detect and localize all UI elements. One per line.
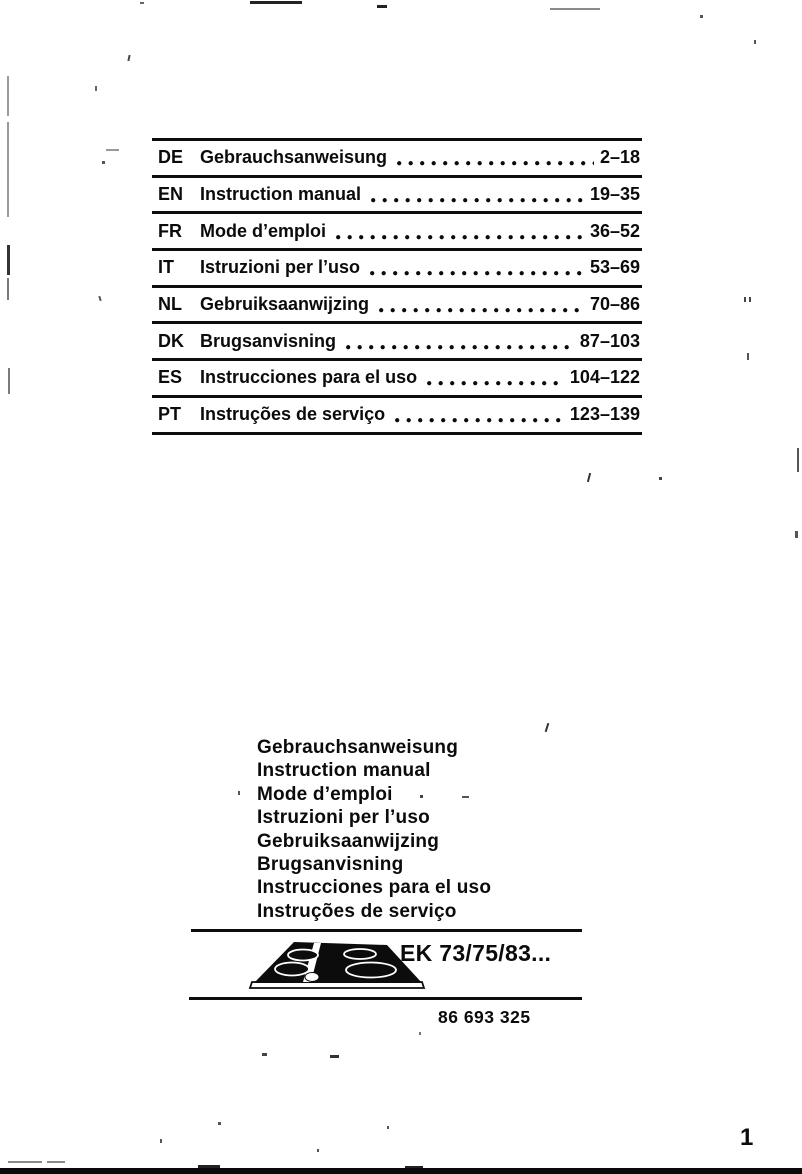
toc-title: Brugsanvisning xyxy=(200,330,337,351)
dot-leader xyxy=(336,235,584,240)
toc-page-range: 53–69 xyxy=(589,257,640,278)
toc-row xyxy=(152,248,642,285)
dot-leader xyxy=(397,161,594,166)
dot-leader xyxy=(371,198,584,203)
title-line: Gebrauchsanweisung xyxy=(257,737,459,758)
toc-title: Istruzioni per l’uso xyxy=(200,257,361,278)
divider-line-top xyxy=(191,929,582,932)
dot-leader xyxy=(346,345,574,350)
toc-language-code: NL xyxy=(158,294,182,315)
scan-artifact xyxy=(8,368,10,394)
scan-page-edge xyxy=(0,1168,802,1174)
toc-language-code: ES xyxy=(158,367,183,388)
dot-leader xyxy=(427,381,564,386)
scan-artifact xyxy=(7,245,10,275)
toc-row xyxy=(152,321,642,358)
scan-artifact xyxy=(797,448,799,472)
part-number: 86 693 325 xyxy=(438,1007,531,1027)
toc-language-code: DK xyxy=(158,330,184,351)
toc-row xyxy=(152,211,642,248)
toc-page-range: 123–139 xyxy=(569,404,640,425)
scan-artifact xyxy=(700,15,703,18)
dot-leader xyxy=(370,271,584,276)
toc-row xyxy=(152,358,642,395)
toc-title: Instrucciones para el uso xyxy=(200,367,418,388)
title-line: Brugsanvisning xyxy=(257,854,404,876)
title-line: Instrucciones para el uso xyxy=(257,877,492,899)
scan-artifact xyxy=(330,1055,339,1058)
scan-artifact xyxy=(754,40,756,44)
title-line: Instruções de serviço xyxy=(257,900,457,922)
scan-artifact xyxy=(420,795,423,798)
scan-artifact xyxy=(127,55,130,61)
scan-artifact xyxy=(218,1122,221,1125)
scan-artifact xyxy=(7,122,9,217)
scan-artifact xyxy=(747,353,749,360)
toc-row xyxy=(152,285,642,322)
toc-language-code: DE xyxy=(158,147,184,168)
scan-artifact xyxy=(795,531,798,538)
toc-title: Mode d’emploi xyxy=(200,220,326,241)
scan-artifact xyxy=(95,86,97,91)
toc-row xyxy=(152,395,642,432)
scan-artifact xyxy=(106,149,119,151)
scan-artifact xyxy=(102,161,105,164)
table-of-contents xyxy=(152,138,642,435)
toc-page-range: 36–52 xyxy=(589,220,640,241)
scan-artifact xyxy=(160,1139,162,1143)
toc-title: Gebruiksaanwijzing xyxy=(200,294,370,315)
title-line: Mode d’emploi xyxy=(257,783,393,805)
scan-artifact xyxy=(250,1,302,4)
toc-row xyxy=(152,175,642,212)
toc-page-range: 70–86 xyxy=(589,294,640,315)
scan-artifact xyxy=(262,1053,267,1056)
scan-artifact xyxy=(550,8,600,10)
scan-artifact xyxy=(140,2,144,4)
scan-artifact xyxy=(744,297,746,302)
dot-leader xyxy=(379,308,584,313)
title-line: Istruzioni per l’uso xyxy=(257,807,430,829)
scan-artifact xyxy=(545,723,550,732)
scan-artifact xyxy=(317,1149,319,1152)
dot-leader xyxy=(395,418,564,423)
scan-artifact xyxy=(7,278,9,300)
title-block xyxy=(257,736,491,923)
page-number: 1 xyxy=(740,1124,754,1151)
toc-page-range: 87–103 xyxy=(579,330,640,351)
scan-artifact xyxy=(419,1032,421,1035)
title-line: Instruction manual xyxy=(257,760,431,782)
scan-artifact xyxy=(587,473,591,482)
scan-artifact xyxy=(377,5,387,8)
toc-page-range: 104–122 xyxy=(569,367,640,388)
scan-artifact xyxy=(7,76,9,116)
toc-language-code: EN xyxy=(158,184,184,205)
toc-language-code: FR xyxy=(158,220,182,241)
scan-artifact xyxy=(462,796,469,798)
scan-artifact xyxy=(749,297,751,302)
toc-language-code: PT xyxy=(158,404,182,425)
scan-artifact xyxy=(98,296,101,301)
toc-page-range: 2–18 xyxy=(599,147,640,168)
toc-title: Instruction manual xyxy=(200,184,362,205)
scan-artifact xyxy=(238,791,240,795)
scan-artifact xyxy=(47,1161,65,1163)
scan-artifact xyxy=(387,1126,389,1129)
divider-line-bottom xyxy=(189,997,582,1000)
toc-row xyxy=(152,138,642,175)
model-number: EK 73/75/83... xyxy=(400,940,552,966)
toc-language-code: IT xyxy=(158,257,174,278)
title-line: Gebruiksaanwijzing xyxy=(257,830,440,852)
toc-page-range: 19–35 xyxy=(589,184,640,205)
scan-artifact xyxy=(659,477,662,480)
scan-artifact xyxy=(8,1161,42,1163)
toc-title: Instruções de serviço xyxy=(200,404,386,425)
toc-title: Gebrauchsanweisung xyxy=(200,147,388,168)
